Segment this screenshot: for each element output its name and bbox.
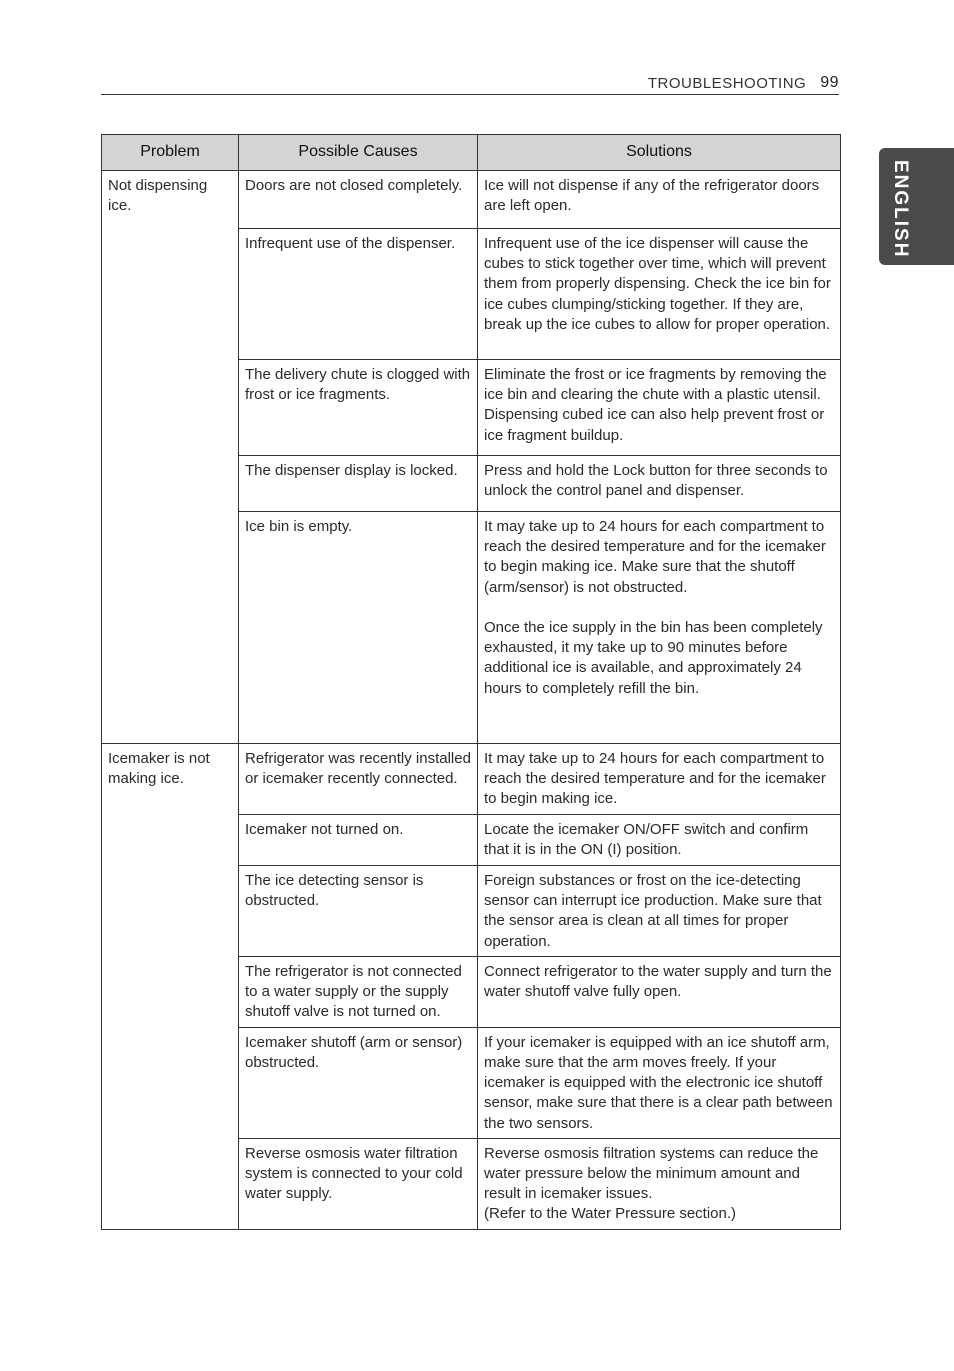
cause-cell: Icemaker not turned on. <box>239 815 478 866</box>
table-header-row <box>102 135 841 171</box>
column-header-solutions: Solutions <box>478 135 841 171</box>
section-title: TROUBLESHOOTING <box>647 75 807 92</box>
solution-cell: Foreign substances or frost on the ice-detecting sensor can interrupt ice production. Make sure that the sensor area is clean at all times for proper operation. <box>478 866 841 957</box>
cause-cell: The ice detecting sensor is obstructed. <box>239 866 478 957</box>
cause-cell: Icemaker shutoff (arm or sensor) obstructed. <box>239 1027 478 1138</box>
cause-cell: The dispenser display is locked. <box>239 456 478 512</box>
problem-cell: Icemaker is not making ice. <box>102 744 239 1230</box>
language-tab <box>879 148 954 265</box>
cause-cell: Infrequent use of the dispenser. <box>239 229 478 360</box>
solution-cell: Ice will not dispense if any of the refrigerator doors are left open. <box>478 171 841 229</box>
column-header-causes: Possible Causes <box>239 135 478 171</box>
table-row <box>102 744 841 815</box>
solution-cell: Infrequent use of the ice dispenser will cause the cubes to stick together over time, which will prevent them from properly dispensing. Check the ice bin for ice cubes clumping/sticking together. If they are, break up the ice cubes to allow for proper operation. <box>478 229 841 360</box>
solution-cell: If your icemaker is equipped with an ice shutoff arm, make sure that the arm moves freely. If your icemaker is equipped with the electronic ice shutoff sensor, make sure that there is a clear path between the two sensors. <box>478 1027 841 1138</box>
cause-cell: The delivery chute is clogged with frost or ice fragments. <box>239 360 478 456</box>
solution-cell: It may take up to 24 hours for each compartment to reach the desired temperature and for the icemaker to begin making ice. Make sure that the shutoff (arm/sensor) is not obstructed. Once the ice supply in the bin has been completely exhausted, it my take up to 90 minutes before additional ice is available, and approximately 24 hours to completely refill the bin. <box>478 512 841 744</box>
solution-cell: Reverse osmosis filtration systems can reduce the water pressure below the minimum amount and result in icemaker issues. (Refer to the Water Pressure section.) <box>478 1138 841 1229</box>
cause-cell: Refrigerator was recently installed or icemaker recently connected. <box>239 744 478 815</box>
solution-cell: Press and hold the Lock button for three seconds to unlock the control panel and dispenser. <box>478 456 841 512</box>
page-header <box>101 72 839 95</box>
solution-cell: Locate the icemaker ON/OFF switch and confirm that it is in the ON (I) position. <box>478 815 841 866</box>
solution-cell: Connect refrigerator to the water supply and turn the water shutoff valve fully open. <box>478 956 841 1027</box>
solution-cell: It may take up to 24 hours for each compartment to reach the desired temperature and for the icemaker to begin making ice. <box>478 744 841 815</box>
column-header-problem: Problem <box>102 135 239 171</box>
problem-cell: Not dispensing ice. <box>102 171 239 744</box>
cause-cell: Doors are not closed completely. <box>239 171 478 229</box>
table-row <box>102 171 841 229</box>
page-number: 99 <box>820 74 839 91</box>
cause-cell: The refrigerator is not connected to a water supply or the supply shutoff valve is not turned on. <box>239 956 478 1027</box>
language-tab-label: ENGLISH <box>890 160 911 259</box>
solution-cell: Eliminate the frost or ice fragments by removing the ice bin and clearing the chute with a plastic utensil. Dispensing cubed ice can also help prevent frost or ice fragment buildup. <box>478 360 841 456</box>
troubleshooting-table <box>101 134 841 1230</box>
cause-cell: Ice bin is empty. <box>239 512 478 744</box>
cause-cell: Reverse osmosis water filtration system is connected to your cold water supply. <box>239 1138 478 1229</box>
